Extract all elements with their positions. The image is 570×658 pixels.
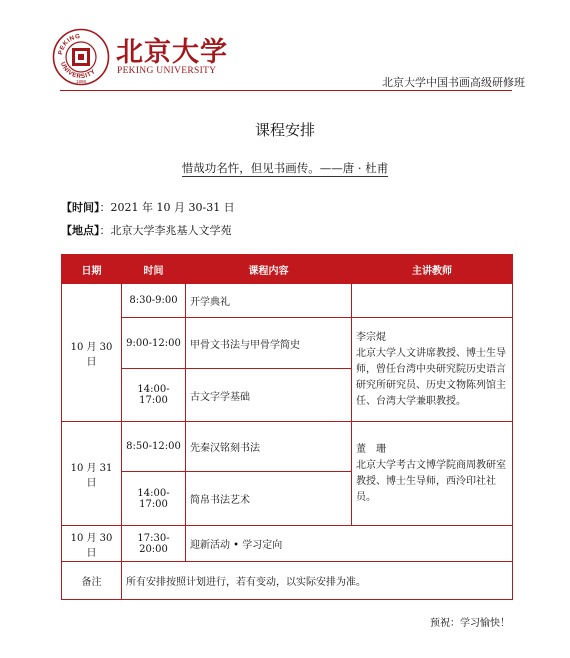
content-cell: 开学典礼	[186, 284, 352, 318]
time-label: 【时间】	[61, 201, 100, 214]
note-label: 备注	[62, 562, 122, 600]
time-cell: 8:30-9:00	[122, 284, 186, 318]
teacher-cell	[352, 318, 513, 422]
header-date: 日期	[62, 255, 122, 284]
time-cell: 8:50-12:00	[122, 422, 186, 472]
teacher-name: 李宗焜	[356, 331, 386, 343]
table-header-row	[62, 255, 513, 284]
footer-greeting: 预祝：学习愉快！	[430, 618, 510, 629]
brand-name-en: PEKING UNIVERSITY	[117, 66, 217, 76]
svg-text:UNIVERSITY: UNIVERSITY	[58, 61, 98, 81]
quote	[0, 160, 570, 176]
place-value: ：北京大学李兆基人文学苑	[99, 224, 232, 237]
quote-text: 惜哉功名忤，但见书画传。——唐 · 杜甫	[181, 161, 389, 175]
teacher-bio: 北京大学考古文博学院商周教研室教授、博士生导师，西泠印社社员。	[356, 459, 506, 503]
time-cell: 9:00-12:00	[122, 318, 186, 369]
table-row	[62, 284, 513, 318]
schedule-table	[61, 254, 513, 600]
info-place	[61, 222, 232, 238]
header-teacher: 主讲教师	[352, 255, 513, 284]
time-cell: 17:30-20:00	[122, 526, 186, 562]
note-text: 所有安排按照计划进行，若有变动，以实际安排为准。	[122, 562, 513, 600]
peking-university-seal-icon	[52, 28, 110, 86]
table-row	[62, 526, 513, 562]
program-name: 北京大学中国书画高级研修班	[382, 76, 525, 89]
place-label: 【地点】	[61, 224, 100, 237]
time-cell: 14:00-17:00	[122, 369, 186, 422]
teacher-name: 董 珊	[356, 443, 386, 455]
time-value: ：2021 年 10 月 30-31 日	[99, 201, 235, 214]
page-title: 课程安排	[254, 121, 315, 139]
content-cell: 甲骨文书法与甲骨学简史	[186, 318, 352, 369]
info-time	[61, 199, 235, 215]
svg-text:1898: 1898	[75, 79, 87, 84]
content-cell: 简帛书法艺术	[186, 472, 352, 526]
teacher-cell	[352, 422, 513, 526]
content-cell: 先秦汉铭刻书法	[186, 422, 352, 472]
teacher-bio: 北京大学人文讲席教授、博士生导师，曾任台湾中央研究院历史语言研究所研究员、历史文物陈列馆主任、台湾大学兼职教授。	[356, 347, 506, 407]
content-cell: 迎新活动 • 学习定向	[186, 526, 513, 562]
date-cell: 10 月 30 日	[62, 284, 122, 422]
table-row	[62, 562, 513, 600]
page-header	[0, 0, 570, 95]
header-content: 课程内容	[186, 255, 352, 284]
svg-text:PEKING: PEKING	[57, 32, 82, 56]
date-cell: 10 月 31 日	[62, 422, 122, 526]
table-row	[62, 318, 513, 369]
header-time: 时间	[122, 255, 186, 284]
time-cell: 14:00-17:00	[122, 472, 186, 526]
brand-name-cn: 北京大学	[116, 37, 228, 68]
date-cell: 10 月 30 日	[62, 526, 122, 562]
content-cell: 古文字学基础	[186, 369, 352, 422]
teacher-cell-empty	[352, 284, 513, 318]
header-divider	[60, 90, 512, 91]
table-row	[62, 422, 513, 472]
